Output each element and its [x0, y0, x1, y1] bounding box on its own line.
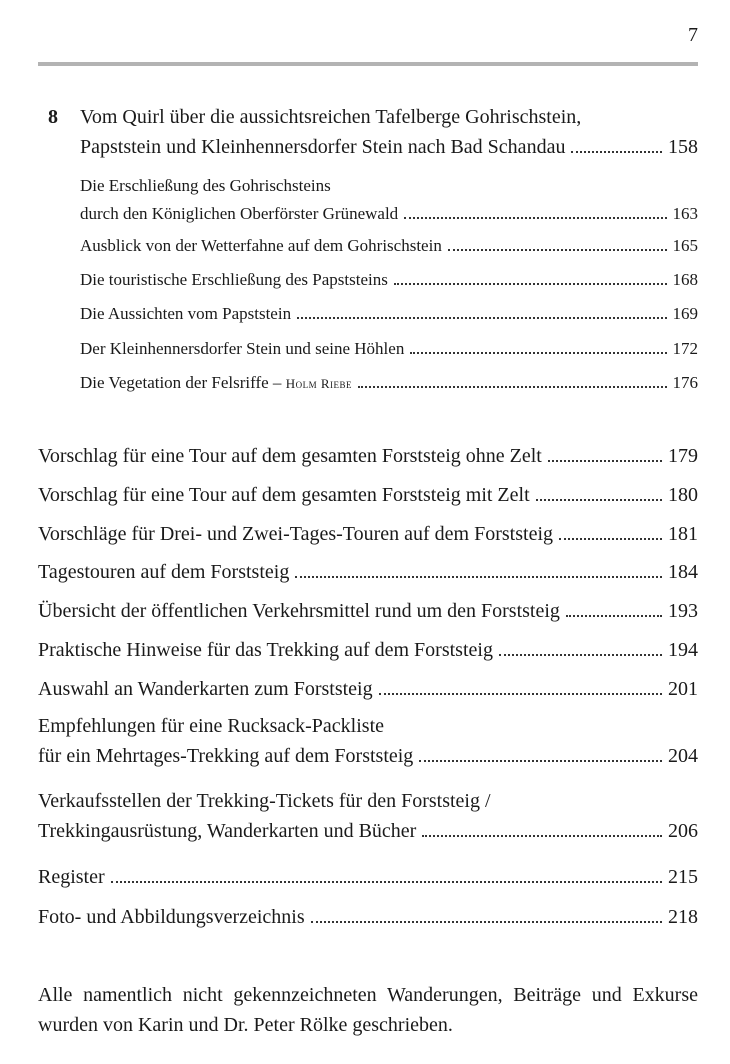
subsection-page: 172: [672, 339, 698, 358]
subsection-title: Die touristische Erschließung des Papststeins: [80, 270, 388, 289]
dot-leader: [548, 460, 662, 462]
subsection-page: 169: [672, 304, 698, 323]
dot-leader: [448, 249, 667, 251]
entry-title-line2: für ein Mehrtages-Trekking auf dem Forststeig: [38, 745, 414, 767]
entry-page: 218: [668, 906, 698, 928]
subsection-title: Der Kleinhennersdorfer Stein und seine Höhlen: [80, 339, 405, 358]
subsection-entry[interactable]: [80, 369, 698, 398]
entry-title: Tagestouren auf dem Forststeig: [38, 561, 290, 583]
dot-leader: [404, 217, 666, 219]
dot-leader: [566, 615, 662, 617]
chapter-title-line2: Papststein und Kleinhennersdorfer Stein nach Bad Schandau: [80, 136, 566, 158]
entry-title: Register: [38, 866, 105, 888]
subsection-entry[interactable]: [80, 335, 698, 363]
entry-title: Auswahl an Wanderkarten zum Forststeig: [38, 678, 373, 700]
dot-leader: [422, 835, 662, 837]
subsection-entry[interactable]: [80, 172, 698, 228]
entry-page: 206: [668, 820, 698, 842]
dot-leader: [536, 499, 662, 501]
subsection-page: 165: [672, 236, 698, 255]
chapter-title-line1: Vom Quirl über die aussichtsreichen Tafelberge Gohrischstein,: [80, 106, 582, 128]
toc-entry[interactable]: [38, 557, 698, 587]
toc-entry[interactable]: [38, 596, 698, 626]
dot-leader: [559, 538, 662, 540]
entry-page: 204: [668, 745, 698, 767]
subsection-entry[interactable]: [80, 232, 698, 260]
entry-title: Praktische Hinweise für das Trekking auf dem Forststeig: [38, 639, 493, 661]
entry-title: Übersicht der öffentlichen Verkehrsmittel rund um den Forststeig: [38, 600, 560, 622]
subsection-entry[interactable]: [80, 266, 698, 294]
chapter-8-entry[interactable]: [38, 102, 698, 162]
dot-leader: [111, 881, 662, 883]
dot-leader: [499, 654, 662, 656]
dot-leader: [311, 921, 662, 923]
entry-title: Vorschläge für Drei- und Zwei-Tages-Touren auf dem Forststeig: [38, 523, 554, 545]
dot-leader: [297, 317, 666, 319]
header-rule: [38, 62, 698, 66]
chapter-number: 8: [48, 106, 58, 128]
subsection-page: 163: [672, 204, 698, 223]
entry-title: Vorschlag für eine Tour auf dem gesamten Forststeig ohne Zelt: [38, 445, 542, 467]
entry-title-line1: Verkaufsstellen der Trekking-Tickets für den Forststeig /: [38, 790, 491, 812]
dot-leader: [295, 576, 662, 578]
toc-entry[interactable]: [38, 480, 698, 510]
entry-page: 194: [668, 639, 698, 661]
entry-page: 179: [668, 445, 698, 467]
chapter-page: 158: [668, 136, 698, 158]
entry-page: 184: [668, 561, 698, 583]
dot-leader: [379, 693, 662, 695]
dot-leader: [419, 760, 662, 762]
entry-title-line2: Trekkingausrüstung, Wanderkarten und Bücher: [38, 820, 417, 842]
entry-title-line1: Empfehlungen für eine Rucksack-Packliste: [38, 715, 384, 737]
toc-entry[interactable]: [38, 902, 698, 932]
toc-entry[interactable]: [38, 786, 698, 846]
authorship-note: Alle namentlich nicht gekennzeichneten Wanderungen, Beiträge und Exkurse wurden von Karin und Dr. Peter Rölke geschrieben.: [38, 984, 698, 1036]
dot-leader: [358, 386, 667, 388]
page-number: 7: [688, 24, 698, 46]
subsection-line2: durch den Königlichen Oberförster Grünewald: [80, 204, 399, 223]
toc-entry[interactable]: [38, 635, 698, 665]
dot-leader: [394, 283, 667, 285]
subsection-page: 176: [672, 373, 698, 392]
entry-page: 181: [668, 523, 698, 545]
toc-entry[interactable]: [38, 711, 698, 771]
toc-entry[interactable]: [38, 674, 698, 704]
entry-page: 215: [668, 866, 698, 888]
entry-page: 193: [668, 600, 698, 622]
subsection-entry[interactable]: [80, 300, 698, 328]
toc-entry[interactable]: [38, 519, 698, 549]
entry-page: 201: [668, 678, 698, 700]
subsection-page: 168: [672, 270, 698, 289]
subsection-title: Die Aussichten vom Papststein: [80, 304, 292, 323]
dot-leader: [410, 352, 666, 354]
dot-leader: [571, 151, 662, 153]
toc-entry[interactable]: [38, 862, 698, 892]
author-name: Holm Riebe: [285, 376, 352, 391]
entry-title: Foto- und Abbildungsverzeichnis: [38, 906, 305, 928]
toc-entry[interactable]: [38, 441, 698, 471]
subsection-title: Die Vegetation der Felsriffe – Holm Riebe: [80, 373, 352, 392]
entry-title: Vorschlag für eine Tour auf dem gesamten Forststeig mit Zelt: [38, 484, 530, 506]
subsection-title: Ausblick von der Wetterfahne auf dem Gohrischstein: [80, 236, 442, 255]
subsection-line1: Die Erschließung des Gohrischsteins: [80, 176, 331, 195]
entry-page: 180: [668, 484, 698, 506]
